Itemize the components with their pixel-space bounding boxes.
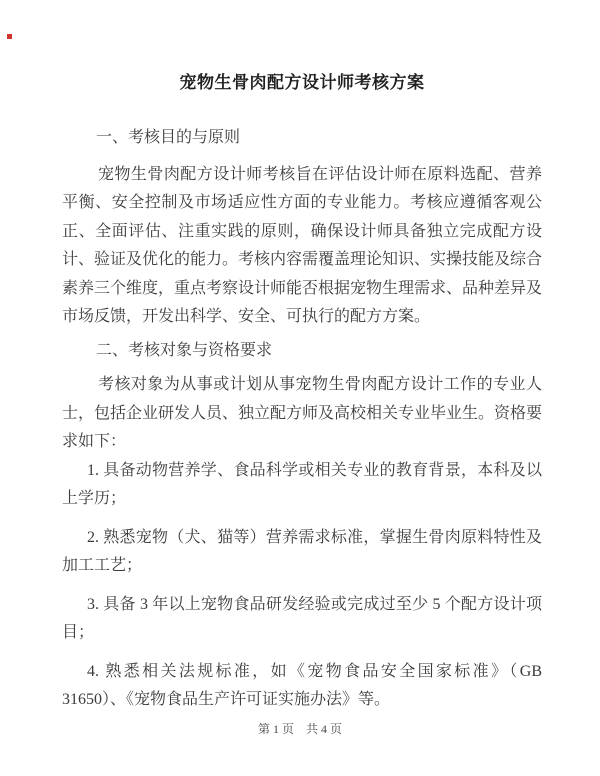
document-title: 宠物生骨肉配方设计师考核方案 (179, 73, 425, 92)
section-heading-candidates: 二、考核对象与资格要求 (96, 341, 273, 359)
list-item-regulations: 4. 熟悉相关法规标准，如《宠物食品安全国家标准》（GB 31650）、《宠物食品生产许可证实施办法》等。 (62, 662, 542, 708)
list-item-education: 1. 具备动物营养学、食品科学或相关专业的教育背景，本科及以上学历； (62, 461, 542, 507)
paragraph-candidates: 考核对象为从事或计划从事宠物生骨肉配方设计工作的专业人士，包括企业研发人员、独立配方师及高校相关专业毕业生。资格要求如下： (62, 376, 543, 450)
section-heading-purpose: 一、考核目的与原则 (96, 129, 241, 146)
paragraph-purpose: 宠物生骨肉配方设计师考核旨在评估设计师在原料选配、营养平衡、安全控制及市场适应性方面的专业能力。考核应遵循客观公正、全面评估、注重实践的原则，确保设计师具备独立完成配方设计、验证及优化的能力。考核内容需覆盖理论知识、实操技能及综合素养三个维度，重点考察设计师能否根据宠物生理需求、品种差异及市场反馈，开发出科学、安全、可执行的配方方案。 (62, 165, 543, 325)
list-item-nutrition-knowledge: 2. 熟悉宠物（犬、猫等）营养需求标准，掌握生骨肉原料特性及加工工艺； (62, 528, 542, 574)
list-item-experience: 3. 具备 3 年以上宠物食品研发经验或完成过至少 5 个配方设计项目； (62, 595, 542, 641)
page-number-indicator: 第 1 页 共 4 页 (257, 722, 342, 736)
